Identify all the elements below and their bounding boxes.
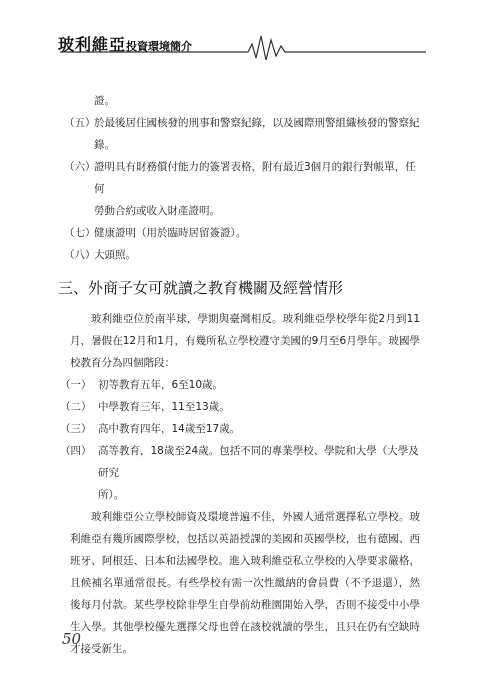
list-item (60, 440, 420, 506)
list-item-line: 初等教育五年，6至10歲。 (98, 379, 224, 391)
list-item-line: 於最後居住國核發的刑事和警察紀錄，以及國際刑警組織核發的警察紀 (94, 117, 420, 129)
list-item-line: 證明具有財務償付能力的簽署表格，附有最近3個月的銀行對帳單，任何 (94, 161, 416, 195)
list-item-number: （七） (64, 227, 96, 239)
continuation-line: 證。 (94, 95, 115, 107)
list-item-line: 高中教育四年，14歲至17歲。 (98, 423, 241, 435)
list-item-number: （六） (64, 161, 96, 173)
list-item-line: 高等教育，18歲至24歲。包括不同的專業學校、學院和大學（大學及研究 (98, 445, 419, 479)
list-item-number: （一） (60, 379, 92, 391)
list-item-number: （四） (60, 445, 92, 457)
list-item (60, 374, 420, 396)
intro-paragraph: 玻利維亞位於南半球，學期與臺灣相反。玻利維亞學校學年從2月到11月，暑假在12月和1月，有幾所私立學校遵守美國的9月至6月學年。玻國學校教育分為四個階段： (70, 313, 420, 369)
list-item-number: （三） (60, 423, 92, 435)
list-item-line: 所）。 (98, 489, 125, 501)
header-title (58, 32, 192, 55)
list-item-line: 勞動合約或收入財產證明。 (94, 205, 220, 217)
header-title-main: 玻利維亞 (58, 35, 127, 54)
list-item-line: 健康證明（用於臨時居留簽證）。 (94, 227, 247, 239)
header-title-sub: 投資環境簡介 (126, 40, 193, 53)
list-item (64, 112, 420, 156)
list-item-number: （五） (64, 117, 96, 129)
list-item-line: 中學教育三年，11至13歲。 (98, 401, 230, 413)
list-item (60, 418, 420, 440)
list-item-number: （二） (60, 401, 92, 413)
list-item-line: 大頭照。 (94, 249, 136, 261)
running-header (58, 30, 428, 60)
list-item (60, 396, 420, 418)
list-item (64, 244, 420, 266)
list-item-number: （八） (64, 249, 96, 261)
list-item-line: 錄。 (94, 139, 115, 151)
closing-paragraph: 玻利維亞公立學校師資及環境普遍不佳，外國人通常選擇私立學校。玻利維亞有幾所國際學校，包括以英語授課的美國和英國學校，也有德國、西班牙、阿根廷、日本和法國學校。進入玻利維亞私立學校的入學要求嚴格，且候補名單通常很長。有些學校有需一次性繳納的會員費（不予退還），然後每月付款。某些學校除非學生自學前幼稚園開始入學，否則不接受中小學生入學。其他學校優先選擇父母也曾在該校就讀的學生，且只在仍有空缺時才接受新生。 (70, 511, 420, 655)
page-number: 50 (62, 630, 82, 648)
list-item (64, 222, 420, 244)
list-item (64, 156, 420, 222)
page-content (58, 90, 420, 660)
section-heading: 三、外商子女可就讀之教育機關及經營情形 (58, 279, 344, 297)
